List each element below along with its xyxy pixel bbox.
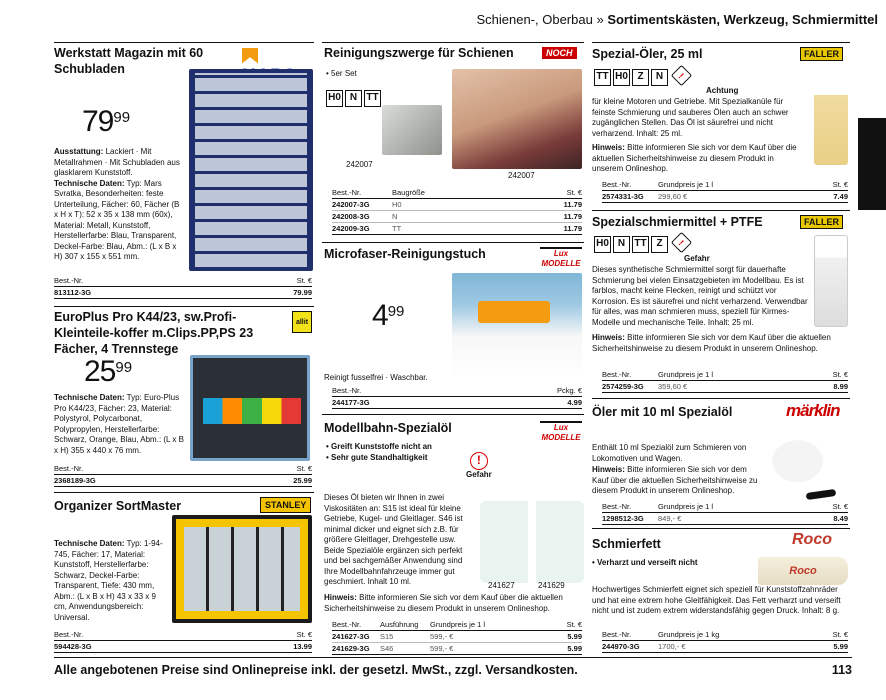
warning-icon: ! [671, 232, 692, 253]
image-caption: 241627 [488, 581, 515, 590]
product-description: für kleine Motoren und Getriebe. Mit Spezialkanüle für feinste Schmierung und sauberes Ölen auch an schwer zugänglichen Stellen. Das Öl ist säurefrei und nicht verharzend. Inhalt: 25 ml. [592, 97, 789, 138]
gauge-badge: H0 [594, 236, 611, 253]
product-image-oil-bottles [480, 501, 584, 583]
image-caption: 241629 [538, 581, 565, 590]
product-image-oiler-bottle [814, 75, 848, 165]
stanley-logo: STANLEY [260, 497, 311, 513]
product-description: Reinigt fusselfrei · Waschbar. [324, 373, 428, 382]
allit-logo: allit [292, 311, 312, 333]
gauge-badges [594, 233, 691, 253]
order-table: Best.-Nr. Ausführung Grundpreis je 1 l St. € 241627-3G S15 599,- € 5.99 241629-3G S46 599,- € 5.99 [332, 620, 582, 653]
price: $4^{99}$ [372, 299, 405, 332]
product-image-grease-tube: Roco [758, 557, 848, 585]
safety-hint: Hinweis: Bitte informieren Sie sich vor dem Kauf über die aktuellen Sicherheitshinweise zu diesem Produkt in unserem Onlineshop. [592, 333, 831, 353]
noch-logo: NOCH [542, 47, 577, 59]
order-table: Best.-Nr. Baugröße St. € 242007-3G H0 11.79 242008-3G N 11.79 242009-3G TT 11.79 [332, 188, 582, 233]
price: $79^{99}$ [82, 105, 131, 138]
product-title: Spezial-Öler, 25 ml [592, 47, 703, 61]
product-description: Technische Daten: Typ: 1-94-745, Fächer: 17, Material: Kunststoff, Herstellerfarbe: Schwarz, Deckel-Farbe: Transparent, Tiefe: 430 mm, Abm.: (L x B x H) 43 x 33 x 9 cm, Anwendungsbereich: Universal. [54, 539, 163, 622]
table-row[interactable]: 244177-3G 4.99 [332, 398, 582, 407]
marklin-logo: märklin [786, 401, 840, 420]
product-image-organizer [172, 515, 312, 623]
gauge-badge: TT [364, 90, 381, 107]
product-card-reinigungszwerge [322, 42, 584, 234]
order-table: Best.-Nr. Grundpreis je 1 l St. € 2574331-3G 299,60 € 7.49 [602, 180, 848, 201]
safety-hint: Hinweis: Bitte informieren Sie sich vor dem Kauf über die aktuellen Sicherheitshinweise zu diesem Produkt in unserem Onlineshop. [592, 465, 758, 495]
hazard-label: Achtung [706, 86, 739, 95]
product-title: Schmierfett [592, 537, 661, 551]
table-row[interactable]: 242009-3G TT 11.79 [332, 224, 582, 233]
product-card-modellbahn-spezialoel [322, 414, 584, 656]
product-card-werkstatt-magazin [54, 42, 314, 296]
gauge-badge: Z [651, 236, 668, 253]
faller-logo: FALLER [800, 47, 843, 61]
faller-logo: FALLER [800, 215, 843, 229]
page-tab-marker [858, 118, 886, 210]
table-row[interactable]: 244970-3G 1700,- € 5.99 [602, 642, 848, 651]
hazard-label: Gefahr [684, 254, 710, 263]
product-image-cleaning-blocks [382, 105, 442, 155]
footer-note: Alle angebotenen Preise sind Onlinepreise inkl. der gesetzl. MwSt., zzgl. Versandkosten. [54, 663, 578, 677]
product-card-sortmaster [54, 492, 314, 656]
footer-divider [54, 657, 852, 658]
product-description: Dieses Öl bieten wir Ihnen in zwei Viskositäten an: S15 ist ideal für kleine Getriebe, Kugel- und Gleitlager. S46 ist minimal dicker und eignet sich z.B. für größere Gleitlager, Drehgestelle usw. Beide Spezialöle ergänzen sich perfekt und bei sachgemäßer Anwendung sind Ihre Modellbahnfahrzeuge immer gut geschmiert. Inhalt 10 ml. [324, 493, 463, 586]
order-table: Best.-Nr. St. € 594428-3G 13.99 [54, 630, 312, 651]
image-caption: 242007 [346, 160, 373, 169]
product-image-parts-case [190, 355, 310, 461]
breadcrumb-category[interactable]: Schienen-, Oberbau [476, 12, 593, 27]
order-table: Best.-Nr. St. € 2368189-3G 25.99 [54, 464, 312, 485]
gauge-badge: Z [632, 69, 649, 86]
product-description: Enthält 10 ml Spezialöl zum Schmieren von Lokomotiven und Wagen. [592, 443, 747, 463]
table-row[interactable]: 594428-3G 13.99 [54, 642, 312, 651]
gauge-badge: N [651, 69, 668, 86]
lux-logo: Lux MODELLE [541, 423, 581, 442]
gauge-badge: N [613, 236, 630, 253]
price: $25^{99}$ [84, 355, 133, 388]
gauge-badge: TT [632, 236, 649, 253]
product-title: Werkstatt Magazin mit 60 Schubladen [54, 46, 204, 76]
order-table: Best.-Nr. Grundpreis je 1 l St. € 1298512-3G 849,- € 8.49 [602, 502, 848, 523]
product-card-europlus [54, 306, 314, 486]
table-row[interactable]: 242007-3G H0 11.79 [332, 200, 582, 209]
feature-bullet: • 5er Set [326, 69, 357, 78]
safety-hint: Hinweis: Bitte informieren Sie sich vor dem Kauf über die aktuellen Sicherheitshinweise zu diesem Produkt in unserem Onlineshop. [592, 143, 797, 173]
product-image-ptfe-bottle [814, 235, 848, 327]
warning-icon: ! [470, 452, 488, 470]
safety-hint: Hinweis: Bitte informieren Sie sich vor dem Kauf über die aktuellen Sicherheitshinweise zu diesem Produkt in unserem Onlineshop. [324, 593, 563, 613]
product-title: Organizer SortMaster [54, 499, 182, 513]
product-card-oeler-marklin [592, 398, 850, 524]
product-title: Reinigungszwerge für Schienen [324, 46, 514, 60]
breadcrumb [476, 12, 878, 27]
product-title: Spezialschmiermittel + PTFE [592, 215, 763, 229]
product-card-schmierfett [592, 528, 850, 656]
gauge-badges [594, 66, 691, 86]
table-row[interactable]: 2368189-3G 25.99 [54, 476, 312, 485]
gauge-badge: N [345, 90, 362, 107]
product-description: Technische Daten: Typ: Euro-Plus Pro K44/23, Fächer: 23, Material: Polystyrol, Polycarbonat, Polypropylen, Herstellerfarbe: Schwarz, Orange, Blau, Abm.: (L x B x H) 355 x 440 x 76 mm. [54, 393, 184, 455]
feature-bullet: • Verharzt und verseift nicht [592, 558, 698, 567]
product-image-hand-wagon [452, 69, 582, 169]
gauge-badge: H0 [326, 90, 343, 107]
hazard-warning: ! Gefahr [466, 453, 492, 479]
gauge-badge: TT [594, 69, 611, 86]
table-row[interactable]: 2574331-3G 299,60 € 7.49 [602, 192, 848, 201]
table-row[interactable]: 2574259-3G 359,60 € 8.99 [602, 382, 848, 391]
product-description: Hochwertiges Schmierfett eignet sich speziell für Kunststoffzahnräder und hat eine extrem hohe Gleitfähigkeit. Das Fett verharzt und verseift nicht und ist zudem extrem widerstandsfähig gegen Druck. Inhalt: 8 g. [592, 585, 841, 615]
page-number: 113 [831, 663, 852, 677]
gauge-badges [326, 87, 383, 107]
product-title: Modellbahn-Spezialöl [324, 421, 452, 435]
image-caption: 242007 [508, 171, 535, 180]
product-card-spezial-oeler [592, 42, 850, 204]
lux-logo: Lux MODELLE [541, 249, 581, 268]
roco-logo: Roco [792, 531, 832, 548]
product-title: Öler mit 10 ml Spezialöl [592, 405, 733, 419]
table-row[interactable]: 242008-3G N 11.79 [332, 212, 582, 221]
table-row[interactable]: 1298512-3G 849,- € 8.49 [602, 514, 848, 523]
feature-list: • Greift Kunststoffe nicht an • Sehr gute Standhaltigkeit [326, 442, 432, 462]
breadcrumb-section: Sortimentskästen, Werkzeug, Schmiermittel [607, 12, 878, 27]
product-image-microfiber-cloth [452, 273, 582, 379]
product-image-oiler-pen [764, 427, 848, 503]
order-table: Best.-Nr. Grundpreis je 1 kg St. € 244970-3G 1700,- € 5.99 [602, 630, 848, 651]
warning-icon: ! [671, 65, 692, 86]
order-table: Best.-Nr. Pckg. € 244177-3G 4.99 [332, 386, 582, 407]
breadcrumb-separator: » [596, 12, 604, 27]
product-card-microfaser [322, 242, 584, 406]
order-table: Best.-Nr. Grundpreis je 1 l St. € 2574259-3G 359,60 € 8.99 [602, 370, 848, 391]
product-description: Ausstattung: Lackiert · Mit Metallrahmen · Mit Schubladen aus glasklarem Kunststoff. Technische Daten: Typ: Mars Svratka, Besonderheiten: feste Unterteilung, Fächer: 60, Fächer (B x H x T): 52 x 35 x 138 mm (60x), Material: Metall, Kunststoff, Herstellerfarbe: Blau, Transparent, Deckel-Farbe: Blau, Abm.: (L x B x H) 307 x 155 x 551 mm. [54, 147, 180, 261]
product-card-spezialschmiermittel [592, 210, 850, 394]
table-row[interactable]: 241627-3G S15 599,- € 5.99 [332, 632, 582, 641]
product-image-drawer-cabinet [189, 69, 313, 271]
product-description: Dieses synthetische Schmiermittel sorgt für dauerhafte Schmierung bei vielen Einsatzgebieten im Modellbau. Es ist farblos, macht keine Flecken, reinigt und schützt vor Korrosion. Es ist säurefrei und nicht verharzend. Verwendbar für alles, was man schmieren muss, speziell für Kirmes-Modelle und mechanische Teile. Inhalt: 25 ml. [592, 265, 808, 327]
table-row[interactable]: 813112-3G 79.99 [54, 288, 312, 297]
gauge-badge: H0 [613, 69, 630, 86]
product-title: Microfaser-Reinigungstuch [324, 247, 486, 261]
product-title: EuroPlus Pro K44/23, sw.Profi-Kleinteile-koffer m.Clips.PP,PS 23 Fächer, 4 Trennstege [54, 310, 254, 356]
order-table: Best.-Nr. St. € 813112-3G 79.99 [54, 276, 312, 297]
table-row[interactable]: 241629-3G S46 599,- € 5.99 [332, 644, 582, 653]
